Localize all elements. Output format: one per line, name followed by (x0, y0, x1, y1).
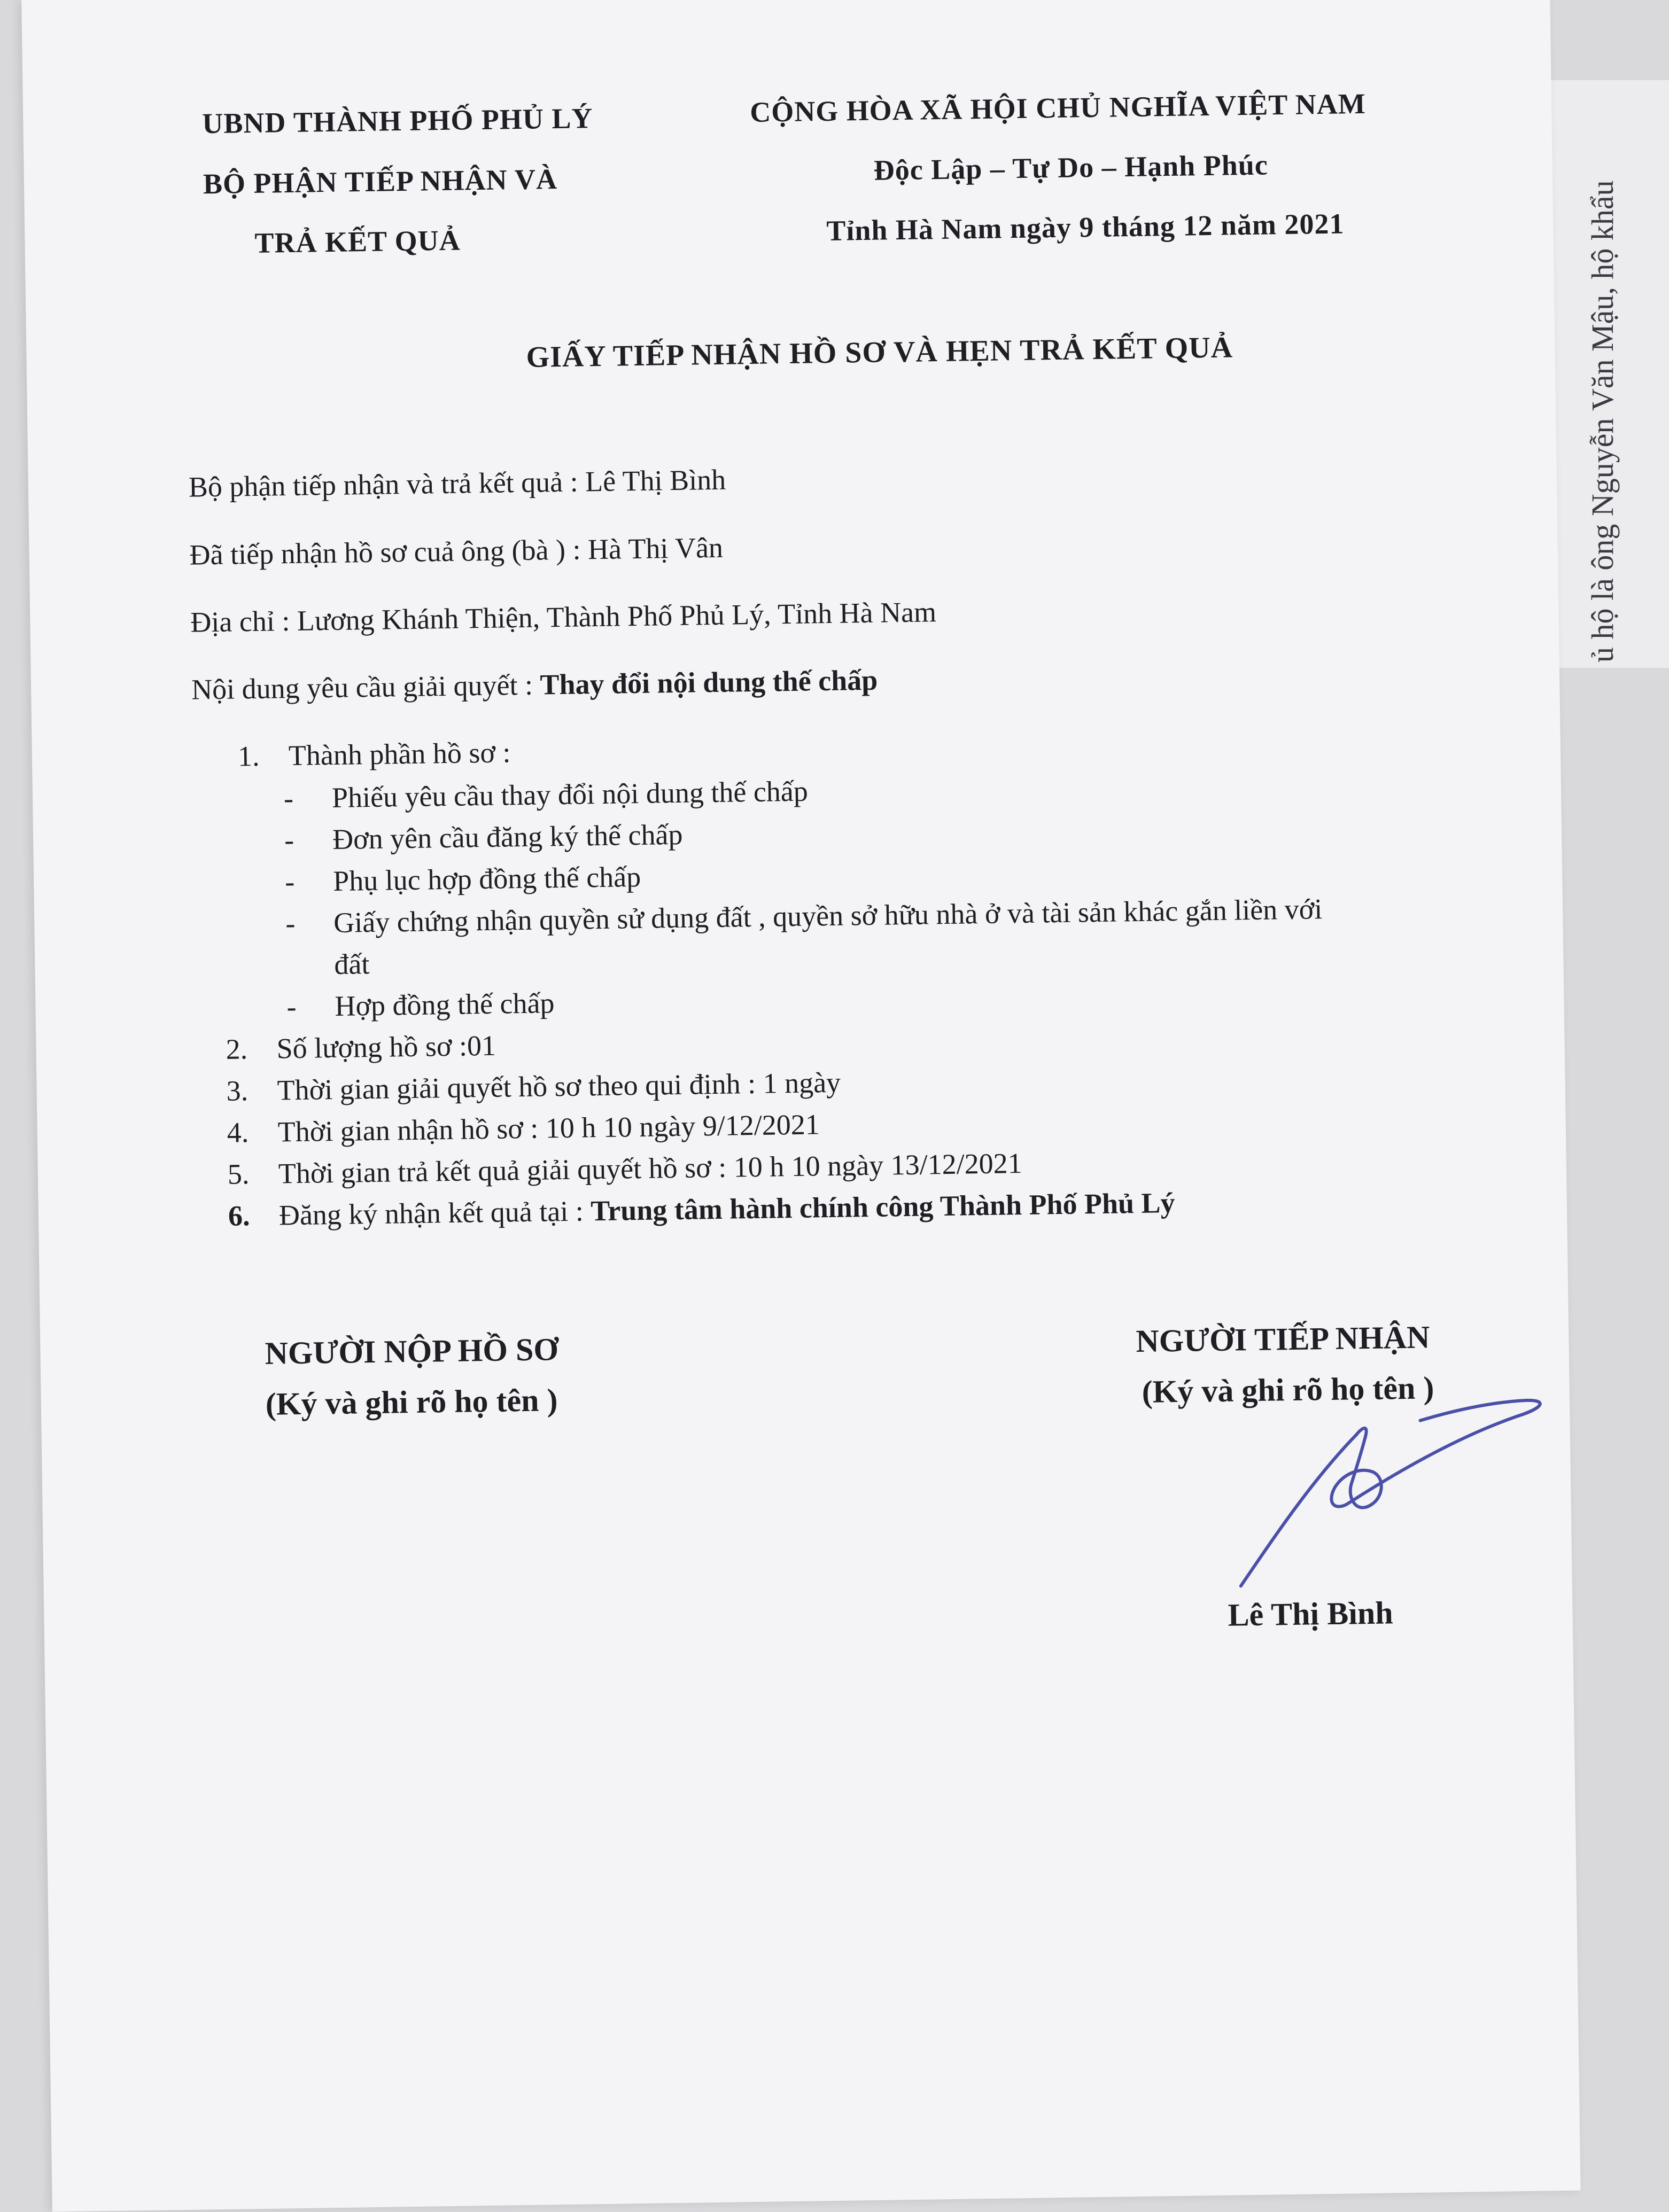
item-3-text: Thời gian giải quyết hồ sơ theo qui định : 1 ngày (277, 1066, 841, 1107)
doc-item: Phiếu yêu cầu thay đổi nội dung thế chấp (331, 775, 809, 814)
item-5-text: Thời gian trả kết quả giải quyết hồ sơ : 10 h 10 ngày 13/12/2021 (278, 1147, 1023, 1190)
item-6-label: Đăng ký nhận kết quả tại : (278, 1195, 591, 1232)
receiver-label: Bộ phận tiếp nhận và trả kết quả : (188, 465, 586, 503)
receiver-value: Lê Thị Bình (585, 463, 726, 498)
item-6-number: 6. (228, 1200, 250, 1232)
doc-dash: - (283, 782, 294, 815)
receiver-line (188, 463, 726, 504)
item-5-number: 5. (227, 1158, 250, 1190)
underlying-document-text-clip (1579, 180, 1620, 673)
request-line (191, 664, 878, 706)
doc-item: Đơn yên cầu đăng ký thế chấp (332, 818, 683, 855)
underlying-document-fragment: ủ hộ là ông Nguyễn Văn Mậu, hộ khẩu (1585, 180, 1620, 663)
applicant-line (189, 531, 723, 572)
doc-item-continued: đất (333, 948, 370, 980)
nation-heading: CỘNG HÒA XÃ HỘI CHỦ NGHĨA VIỆT NAM (749, 87, 1367, 128)
request-label: Nội dung yêu cầu giải quyết : (191, 668, 540, 706)
doc-dash: - (285, 907, 296, 940)
national-motto: Độc Lập – Tự Do – Hạnh Phúc (873, 149, 1269, 186)
item-1-number: 1. (237, 739, 260, 773)
doc-dash: - (286, 990, 297, 1023)
handwritten-signature (1227, 1368, 1551, 1596)
item-2-number: 2. (226, 1033, 248, 1065)
item-2-text: Số lượng hồ sơ :01 (276, 1029, 496, 1065)
receiver-title: NGƯỜI TIẾP NHẬN (1135, 1319, 1430, 1359)
item-6-line (279, 1186, 1175, 1232)
item-3-number: 3. (226, 1074, 249, 1107)
receiver-note: (Ký và ghi rõ họ tên ) (1142, 1370, 1434, 1409)
authority-line-3: TRẢ KẾT QUẢ (254, 224, 461, 259)
applicant-value: Hà Thị Vân (587, 531, 724, 566)
item-4-text: Thời gian nhận hồ sơ : 10 h 10 ngày 9/12/2021 (277, 1108, 820, 1148)
request-value: Thay đổi nội dung thế chấp (540, 664, 878, 701)
address-value: Lương Khánh Thiện, Thành Phố Phủ Lý, Tỉnh Hà Nam (297, 596, 937, 637)
authority-line-2: BỘ PHẬN TIẾP NHẬN VÀ (203, 162, 558, 200)
item-4-number: 4. (227, 1116, 249, 1149)
doc-dash: - (284, 865, 295, 898)
doc-item: Giấy chứng nhận quyền sử dụng đất , quyền sở hữu nhà ở và tài sản khác gắn liền với (333, 893, 1323, 939)
item-1-text: Thành phần hồ sơ : (288, 736, 511, 772)
submitter-title: NGƯỜI NỘP HỒ SƠ (265, 1331, 559, 1371)
document-title: GIẤY TIẾP NHẬN HỒ SƠ VÀ HẸN TRẢ KẾT QUẢ (526, 331, 1233, 374)
submitter-note: (Ký và ghi rõ họ tên ) (265, 1382, 558, 1422)
receipt-document (21, 0, 1581, 2212)
doc-item: Phụ lục hợp đồng thế chấp (332, 860, 641, 897)
authority-line-1: UBND THÀNH PHỐ PHỦ LÝ (201, 102, 593, 140)
doc-item: Hợp đồng thế chấp (335, 987, 555, 1022)
receiver-name: Lê Thị Bình (1228, 1595, 1394, 1633)
item-6-value: Trung tâm hành chính công Thành Phố Phủ Lý (590, 1187, 1175, 1227)
address-label: Địa chỉ : (190, 604, 298, 638)
issue-date: Tỉnh Hà Nam ngày 9 tháng 12 năm 2021 (826, 207, 1345, 247)
doc-dash: - (284, 824, 294, 856)
applicant-label: Đã tiếp nhận hồ sơ cuả ông (bà ) : (189, 533, 588, 571)
address-line (190, 595, 936, 638)
